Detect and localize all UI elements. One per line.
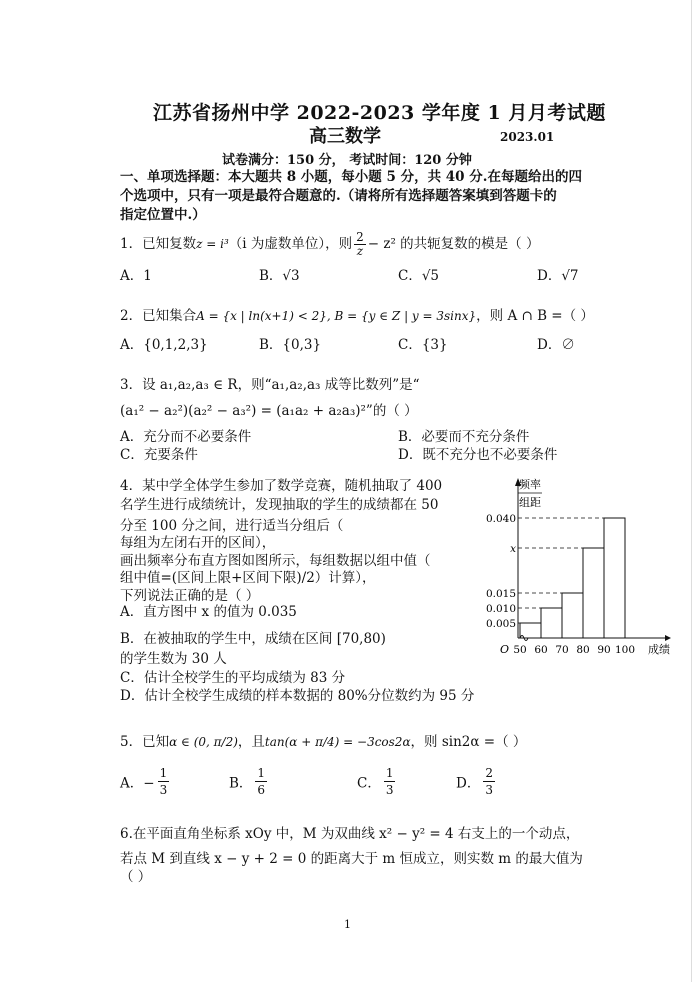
x-tick-label: 100: [614, 644, 636, 656]
q4-line3: 分至 100 分之间，进行适当分组后（: [120, 518, 344, 534]
q3-option-a: A．充分而不必要条件: [120, 429, 252, 445]
histogram-bar: [562, 593, 583, 638]
q3-option-b: B．必要而不充分条件: [398, 429, 530, 445]
question-3-line1: 3．设 a₁,a₂,a₃ ∈ R，则“a₁,a₂,a₃ 成等比数列”是“: [120, 377, 420, 393]
question-1: [120, 231, 539, 258]
q4-line6: 组中值=(区间上限+区间下限)/2）计算），: [120, 570, 376, 586]
q4-line1: 4．某中学全体学生参加了数学竞赛，随机抽取了 400: [120, 478, 443, 494]
histogram-bar: [604, 518, 625, 638]
question-6-line3: （ ）: [120, 869, 152, 885]
q5-equation: tan(α + π/4) = −3cos2α: [264, 735, 411, 749]
q5-option-fraction: [384, 765, 396, 798]
section-instructions-line2: 个选项中，只有一项是最符合题意的.（请将所有选择题答案填到答题卡的: [120, 188, 557, 204]
question-6-line2: 若点 M 到直线 x − y + 2 = 0 的距离大于 m 恒成立，则实数 m 的最大值为: [120, 851, 583, 867]
x-tick-label: 50: [513, 644, 527, 656]
page-edge: [691, 0, 692, 982]
y-label-top: 频率: [519, 478, 541, 491]
q3-option-c: C．充要条件: [120, 447, 198, 463]
question-3-line2: (a₁² − a₂²)(a₂² − a₃²) = (a₁a₂ + a₂a₃)²”的（ ）: [120, 403, 418, 419]
y-tick-label: 0.005: [485, 618, 516, 630]
q5-stem-c: ，则 sin2α =（ ）: [410, 734, 527, 750]
q5-option-fraction: [255, 765, 267, 798]
q4-line2: 名学生进行成绩统计，发现抽取的学生的成绩都在 50: [120, 497, 439, 513]
q4-option-c: C．估计全校学生的平均成绩为 83 分: [120, 670, 346, 686]
x-axis-label: 成绩: [648, 643, 670, 656]
exam-title: 江苏省扬州中学 2022-2023 学年度 1 月月考试题: [153, 102, 606, 124]
q1-stem-b: （i 为虚数单位），则: [228, 236, 353, 252]
q1-option-d: D．√7: [537, 268, 579, 284]
q5-frac-num: 1: [257, 766, 266, 780]
q4-line7: 下列说法正确的是（ ）: [120, 588, 260, 604]
q5-option-c: [357, 765, 395, 798]
q5-option-d: [456, 765, 495, 798]
q1-stem-c: − z² 的共轭复数的模是（ ）: [367, 236, 540, 252]
q4-line4: 每组为左闭右开的区间），: [120, 535, 276, 551]
x-tick-label: 80: [576, 644, 590, 656]
q1-option-c: C．√5: [398, 268, 440, 284]
x-tick-label: 60: [534, 644, 548, 656]
y-tick-label: 0.015: [485, 588, 516, 600]
q5-option-a: [120, 765, 169, 798]
q2-stem-b: ，则 A ∩ B =（ ）: [476, 308, 594, 324]
q5-option-fraction: [158, 765, 170, 798]
question-2: [120, 304, 594, 324]
section-instructions-line3: 指定位置中.）: [120, 207, 206, 223]
q2-option-b: B．{0,3}: [259, 337, 322, 353]
q4-option-a: A．直方图中 x 的值为 0.035: [120, 604, 297, 620]
q1-option-a: A．1: [120, 268, 152, 284]
q5-frac-num: 1: [159, 766, 168, 780]
exam-meta: 试卷满分：150 分， 考试时间：120 分钟: [222, 153, 472, 168]
q5-option-b: [229, 765, 267, 798]
q3-option-d: D．既不充分也不必要条件: [398, 447, 558, 463]
q4-option-b-line2: 的学生数为 30 人: [120, 651, 227, 667]
q1-stem-a: 1．已知复数: [120, 236, 197, 252]
y-label-bottom: 组距: [519, 496, 541, 509]
q5-frac-num: 2: [485, 766, 493, 780]
q1-option-b: B．√3: [259, 268, 300, 284]
frequency-histogram: [460, 470, 685, 660]
y-tick-label: 0.010: [485, 603, 516, 615]
q5-option-label: A．−: [120, 775, 155, 792]
q4-line5: 画出频率分布直方图如图所示，每组数据以组中值（: [120, 553, 431, 569]
q5-option-label: C．: [357, 775, 381, 792]
q5-frac-den: 3: [159, 783, 168, 797]
q5-option-fraction: [483, 765, 495, 798]
q1-frac-den: z: [356, 244, 364, 258]
exam-date: 2023.01: [500, 130, 555, 144]
y-tick-label: 0.040: [485, 513, 516, 525]
x-tick-label: 90: [597, 644, 611, 656]
q1-expr1: z = i³: [196, 237, 229, 251]
q4-option-b-line1: B．在被抽取的学生中，成绩在区间 [70,80): [120, 631, 386, 647]
origin-label: O: [500, 643, 510, 656]
histogram-bar: [583, 548, 604, 638]
q5-frac-den: 6: [257, 783, 266, 797]
q5-condition: α ∈ (0, π/2): [169, 735, 238, 749]
q5-stem-a: 5．已知: [120, 734, 170, 750]
q2-expr: A = {x | ln(x+1) < 2}, B = {y ∈ Z | y = 3sinx}: [196, 309, 477, 323]
q1-fraction: [354, 231, 366, 258]
question-6-line1: 6.在平面直角坐标系 xOy 中，M 为双曲线 x² − y² = 4 右支上的一个动点，: [120, 826, 580, 842]
q5-option-label: B．: [229, 775, 253, 792]
exam-subject: 高三数学: [309, 126, 381, 147]
histogram-bar: [541, 608, 562, 638]
q2-stem-a: 2．已知集合: [120, 308, 197, 324]
q1-frac-num: 2: [356, 230, 364, 244]
q5-stem-b: ，且: [237, 734, 265, 750]
page-number: 1: [344, 918, 351, 931]
q4-option-d: D．估计全校学生成绩的样本数据的 80%分位数约为 95 分: [120, 688, 475, 704]
q2-option-c: C．{3}: [398, 337, 448, 353]
q5-frac-den: 3: [485, 783, 493, 797]
q2-option-a: A．{0,1,2,3}: [120, 337, 208, 353]
q5-option-label: D．: [456, 775, 481, 792]
q5-frac-num: 1: [385, 766, 394, 780]
x-axis-arrow: [665, 635, 671, 641]
q2-option-d: D．∅: [537, 337, 575, 353]
x-tick-label: 70: [555, 644, 569, 656]
q5-frac-den: 3: [385, 783, 394, 797]
section-instructions-line1: 一、单项选择题：本大题共 8 小题，每小题 5 分，共 40 分.在每题给出的四: [120, 169, 582, 185]
y-tick-label: x: [510, 543, 516, 555]
question-5: [120, 730, 526, 750]
